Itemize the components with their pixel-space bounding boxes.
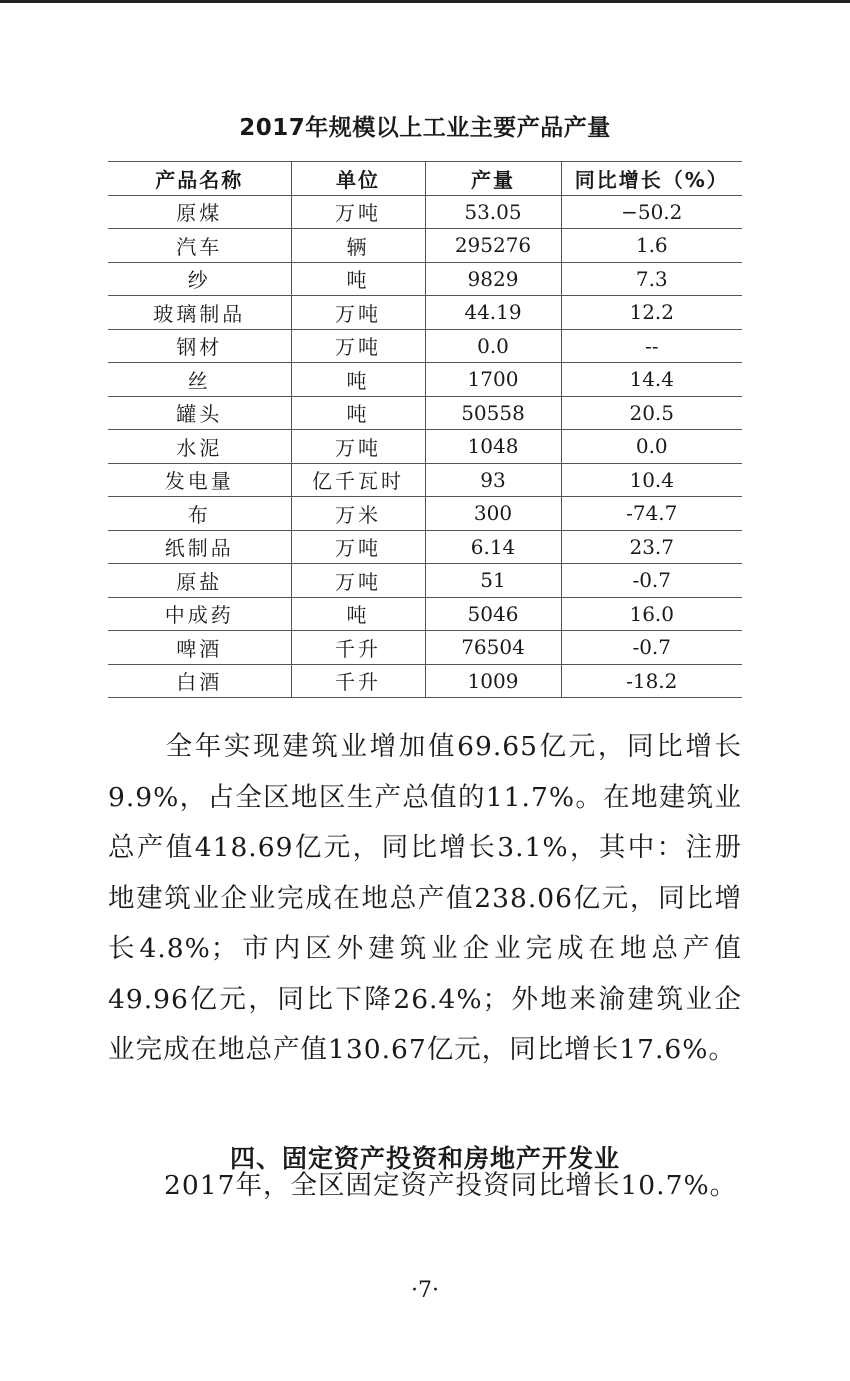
cell-yoy-growth: 10.4 (561, 463, 742, 497)
table-row (108, 664, 742, 698)
cell-unit: 吨 (291, 597, 425, 631)
header-product-name: 产品名称 (108, 162, 291, 196)
table-body (108, 195, 742, 698)
table-row (108, 262, 742, 296)
cell-unit: 吨 (291, 363, 425, 397)
cell-yoy-growth: -0.7 (561, 564, 742, 598)
cell-output: 5046 (425, 597, 561, 631)
cell-yoy-growth: 0.0 (561, 430, 742, 464)
cell-yoy-growth: -0.7 (561, 631, 742, 665)
cell-unit: 吨 (291, 396, 425, 430)
cell-product-name: 纱 (108, 262, 291, 296)
cell-output: 300 (425, 497, 561, 531)
page-number: ·7· (411, 1278, 439, 1303)
cell-output: 53.05 (425, 195, 561, 229)
header-yoy-growth: 同比增长（%） (561, 162, 742, 196)
cell-yoy-growth: -- (561, 329, 742, 363)
product-output-table (108, 161, 742, 698)
cell-product-name: 纸制品 (108, 530, 291, 564)
cell-output: 295276 (425, 229, 561, 263)
cell-product-name: 汽车 (108, 229, 291, 263)
cell-product-name: 玻璃制品 (108, 296, 291, 330)
cell-product-name: 钢材 (108, 329, 291, 363)
cell-unit: 吨 (291, 262, 425, 296)
table-row (108, 497, 742, 531)
cell-unit: 万吨 (291, 530, 425, 564)
table-row (108, 195, 742, 229)
cell-yoy-growth: -18.2 (561, 664, 742, 698)
cell-product-name: 罐头 (108, 396, 291, 430)
cell-unit: 万米 (291, 497, 425, 531)
cell-output: 9829 (425, 262, 561, 296)
cell-product-name: 啤酒 (108, 631, 291, 665)
table-row (108, 564, 742, 598)
paragraph-construction (108, 722, 742, 1076)
cell-unit: 万吨 (291, 430, 425, 464)
table-row (108, 631, 742, 665)
cell-yoy-growth: 16.0 (561, 597, 742, 631)
cell-output: 44.19 (425, 296, 561, 330)
table-row (108, 597, 742, 631)
cell-product-name: 布 (108, 497, 291, 531)
top-border-rule (0, 0, 850, 3)
cell-yoy-growth: 23.7 (561, 530, 742, 564)
table-row (108, 430, 742, 464)
section-heading: 四、固定资产投资和房地产开发业 (229, 1144, 620, 1173)
header-output: 产量 (425, 162, 561, 196)
table-row (108, 530, 742, 564)
cell-yoy-growth: 7.3 (561, 262, 742, 296)
cell-output: 1009 (425, 664, 561, 698)
header-unit: 单位 (291, 162, 425, 196)
cell-product-name: 丝 (108, 363, 291, 397)
table-row (108, 463, 742, 497)
table-row (108, 296, 742, 330)
cell-output: 1700 (425, 363, 561, 397)
cell-yoy-growth: 1.6 (561, 229, 742, 263)
cell-unit: 辆 (291, 229, 425, 263)
cell-product-name: 发电量 (108, 463, 291, 497)
table-title: 2017年规模以上工业主要产品产量 (239, 115, 611, 141)
cell-yoy-growth: 14.4 (561, 363, 742, 397)
cell-yoy-growth: -74.7 (561, 497, 742, 531)
cell-product-name: 水泥 (108, 430, 291, 464)
cell-unit: 万吨 (291, 195, 425, 229)
cell-product-name: 白酒 (108, 664, 291, 698)
paragraph-fixed-assets (108, 1161, 742, 1212)
table-row (108, 229, 742, 263)
cell-product-name: 中成药 (108, 597, 291, 631)
paragraph-fixed-assets-text: 2017年，全区固定资产投资同比增长10.7%。 (164, 1170, 738, 1201)
cell-output: 0.0 (425, 329, 561, 363)
cell-yoy-growth: 20.5 (561, 396, 742, 430)
cell-unit: 千升 (291, 631, 425, 665)
cell-output: 51 (425, 564, 561, 598)
table-header-row (108, 162, 742, 196)
cell-unit: 万吨 (291, 564, 425, 598)
cell-output: 6.14 (425, 530, 561, 564)
cell-unit: 千升 (291, 664, 425, 698)
table-row (108, 396, 742, 430)
cell-unit: 万吨 (291, 329, 425, 363)
cell-output: 50558 (425, 396, 561, 430)
cell-yoy-growth: 12.2 (561, 296, 742, 330)
cell-output: 76504 (425, 631, 561, 665)
cell-unit: 亿千瓦时 (291, 463, 425, 497)
cell-output: 93 (425, 463, 561, 497)
paragraph-construction-text: 全年实现建筑业增加值69.65亿元，同比增长9.9%，占全区地区生产总值的11.7%。在地建筑业总产值418.69亿元，同比增长3.1%，其中：注册地建筑业企业完成在地总产值238.06亿元，同比增长4.8%；市内区外建筑业企业完成在地总产值49.96亿元，同比下降26.4%；外地来渝建筑业企业完成在地总产值130.67亿元，同比增长17.6%。 (108, 731, 742, 1065)
cell-yoy-growth: −50.2 (561, 195, 742, 229)
cell-product-name: 原煤 (108, 195, 291, 229)
table-row (108, 329, 742, 363)
cell-product-name: 原盐 (108, 564, 291, 598)
table-row (108, 363, 742, 397)
cell-output: 1048 (425, 430, 561, 464)
cell-unit: 万吨 (291, 296, 425, 330)
